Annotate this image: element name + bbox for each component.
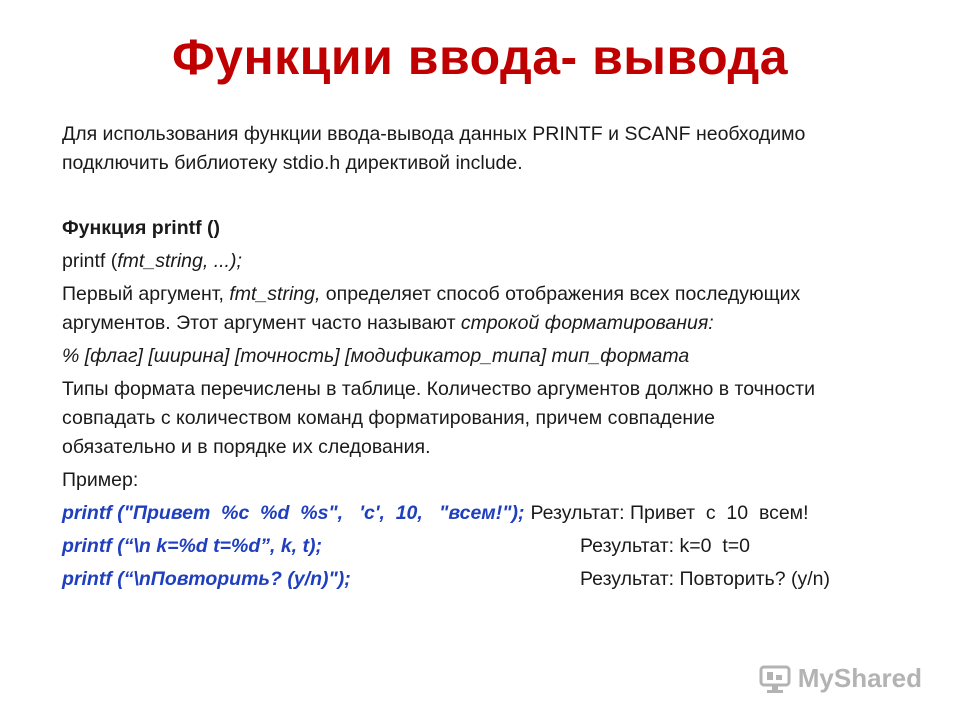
example-row [62, 532, 912, 561]
arg-desc-text-2: определяет способ отображения всех последующих [320, 283, 801, 305]
slide-body [62, 120, 912, 594]
example-result: Результат: Повторить? (y/n) [580, 568, 830, 590]
example-code: printf (“\nПовторить? (y/n)"); [62, 568, 351, 590]
arg-desc-fmt-string: fmt_string, [229, 283, 321, 305]
function-heading: Функция printf () [62, 217, 221, 239]
watermark-text: MyShared [797, 663, 922, 693]
example-row [62, 565, 912, 594]
example-result: Результат: Привет с 10 всем! [530, 502, 809, 524]
intro-line-2: подключить библиотеку stdio.h директивой include. [62, 152, 523, 174]
example-code: printf (“\n k=%d t=%d”, k, t); [62, 535, 323, 557]
format-specification: % [флаг] [ширина] [точность] [модификатор_типа] тип_формата [62, 345, 690, 367]
example-result: Результат: k=0 t=0 [580, 535, 750, 557]
types-description-1: Типы формата перечислены в таблице. Количество аргументов должно в точности [62, 378, 815, 400]
arg-desc-format-string: строкой форматирования: [460, 312, 714, 334]
myshared-logo-icon [758, 664, 792, 694]
example-label: Пример: [62, 469, 139, 491]
types-description-2: совпадать с количеством команд форматирования, причем совпадение [62, 407, 715, 429]
signature-args: fmt_string, ...); [117, 250, 242, 272]
signature-prefix: printf ( [62, 250, 118, 272]
slide-title: Функции ввода- вывода [171, 29, 789, 85]
argument-description [62, 280, 912, 338]
arg-desc-text-1: Первый аргумент, [62, 283, 230, 305]
myshared-watermark [758, 663, 922, 694]
function-signature [62, 247, 912, 276]
example-code: printf ("Привет %c %d %s", 'c', 10, "всем!"); [62, 502, 525, 524]
types-description-3: обязательно и в порядке их следования. [62, 436, 431, 458]
arg-desc-text-3: аргументов. Этот аргумент часто называют [62, 312, 461, 334]
example-row [62, 499, 912, 528]
intro-line-1: Для использования функции ввода-вывода данных PRINTF и SCANF необходимо [62, 123, 806, 145]
